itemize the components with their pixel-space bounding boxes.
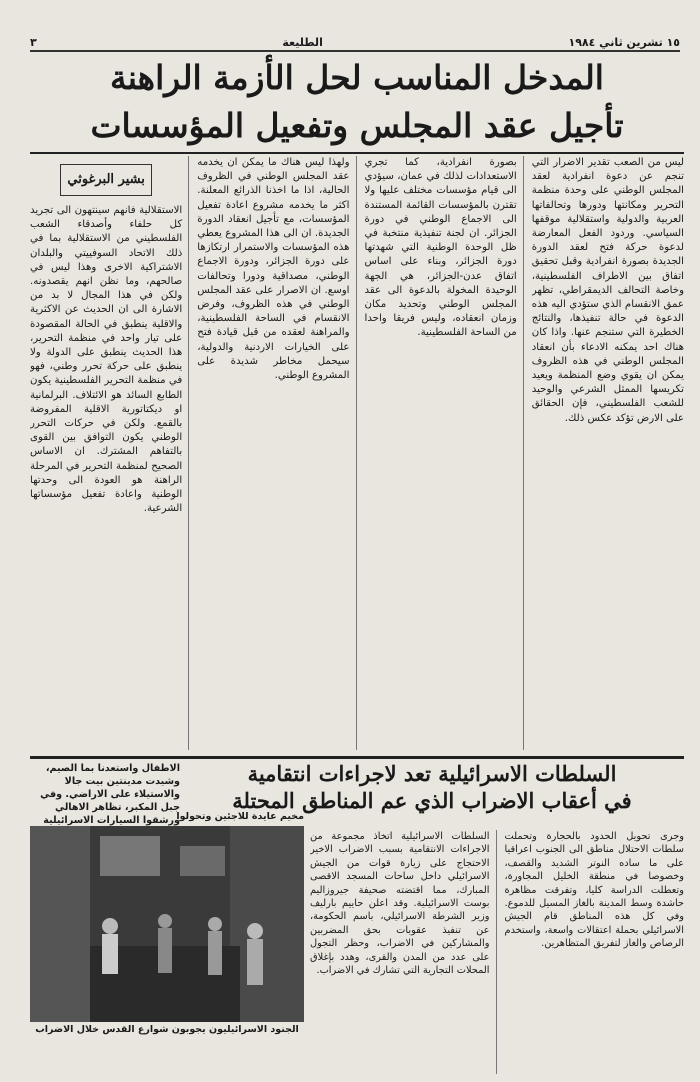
author-byline: بشير البرغوثي — [60, 164, 152, 196]
article2-headline-line1: السلطات الاسرائيلية تعد لاجراءات انتقامية — [247, 761, 617, 786]
article2-body — [310, 830, 684, 1074]
page-number: ٣ — [30, 35, 37, 49]
running-head — [30, 34, 680, 52]
section-name: الطليعة — [282, 35, 323, 49]
sidebox-text: الاطفال واستعدنا بما الصيم، وشيدت مدينتين بيت جالا والاستيلاء على الاراضي. وفي جبل المكبر، تظاهر الاهالي ورشقوا السيارات الاسرائيلية — [40, 763, 180, 826]
article1-headline-line2: تأجيل عقد المجلس وتفعيل المؤسسات — [90, 106, 624, 145]
article1-headline-line1: المدخل المناسب لحل الأزمة الراهنة — [110, 58, 604, 97]
issue-date: ١٥ تشرين ثاني ١٩٨٤ — [568, 35, 680, 49]
article1-col1-text: ليس من الصعب تقدير الاضرار التي تنجم عن دعوة انفرادية لعقد المجلس الوطني على وحدة منظمة التحرير ومكانتها ودورها وتحالفاتها العربية والدولية واستقلالية موقفها السياسي. وردود الفعل المعارضة لدعوة حركة فتح لعقد الدورة الجديدة بصورة انفرادية وقبل تحقيق اتفاق بين الاطراف الفلسطينية، وخاصة التحالف الديمقراطي، تظهر عمق الانقسام الذي ستؤدي اليه هذه الدعوة في حالة تنفيذها، والنتائج الخطيرة التي ستنجم عنها. واذا كان هناك احد يمكنه الادعاء بأن انعقاد المجلس الوطني في هذه الظروف يمكن ان يقوي وضع المنظمة ويعيد تكريسها الممثل الشرعي والوحيد للشعب الفلسطيني، فإن الحقائق على الارض تؤكد عكس ذلك. — [531, 157, 684, 424]
article1-col3-text: ولهذا ليس هناك ما يمكن ان يخدمه عقد المجلس الوطني في الظروف الحالية، اذا ما اخذنا الذرائع المعلنة. اكثر ما يخدمه مشروع اعادة تفعيل المؤسسات، مع تأجيل انعقاد الدورة الجديدة. ان الى هذا المشروع يعطي هذه المؤسسات والاستمرار ارتكازها على دورة الجزائر، ودورة الاجماع الوطني، مصداقية ودورا وتحالفات اوسع. ان الاصرار على عقد المجلس الوطني في هذه الظروف، وفرض الانقسام في الساحة الفلسطينية، والمراهنة لعقده من قبل قيادة فتح على الخيارات الاردنية والدولية، سيحمل مخاطر شديدة على المشروع الوطني. — [197, 157, 350, 382]
article1-col4-text: الاستقلالية فانهم سينتهون الى تجريد كل حلفاء وأصدقاء الشعب الفلسطيني من الاستقلالية بما في ذلك الاتحاد السوفييتي والبلدان الاشتراكية الاخرى وهذا ليس في صالحهم، وما نظن انهم يقصدونه. ولكن في هذا المجال لا بد من الاشارة الى ان الحديث عن الاكثرية والاقلية ينطبق في الحالة المقصودة على تيار واحد في منظمة التحرير، هذا الحديث ينطبق على الدولة ولا ينطبق على حركة تحرر وطني، فهو في منظمة التحرير الفلسطينية يكون الطابع السائد هو الائتلاف. البرلمانية او ديكتاتورية الاقلية المفروضة بالقمع. ولكن في حركات التحرر الوطني يكون التوافق بين القوى بالتفاهم المشترك. ان الاساس الصحيح لمنظمة التحرير في المرحلة الراهنة هو العودة الى وحدتها الوطنية واعادة تفعيل مؤسساتها الشرعية. — [30, 205, 183, 515]
article2-col1-text: وجرى تحويل الحدود بالحجارة وتحملت سلطات الاحتلال مناطق الى الجنوب اعراقيا على ما ساده النوتر الشديد والقصف، وخصوصا في منطقة الخليل المجاورة، وتعطلت الدراسة كليا، وتفرقت مظاهرة حاشدة وسط المدينة بالغاز المسيل للدموع. وفي كل هذه المناطق قام الجيش الاسرائيلي بحملة اعتقالات واسعة، واستخدم الرصاص والغاز لتفريق المتظاهرين. — [504, 831, 684, 950]
article2-column-2 — [310, 830, 497, 1074]
article1-column-4 — [30, 156, 189, 750]
article1-column-3 — [197, 156, 356, 750]
headline-divider — [30, 152, 684, 154]
street-photo — [30, 826, 304, 1022]
article2-headline-line2: في أعقاب الاضراب الذي عم المناطق المحتلة — [232, 788, 632, 813]
article2-headline — [180, 760, 684, 814]
street-scene-image — [30, 826, 304, 1022]
article-divider — [30, 756, 684, 759]
photo-top-caption: مخيم عايدة للاجئين وتحولوا — [176, 811, 304, 822]
article2-column-1 — [505, 830, 685, 1074]
article1-column-2 — [365, 156, 524, 750]
article2-col2-text: السلطات الاسرائيلية اتخاذ مجموعة من الاجراءات الانتقامية بسبب الاضراب الاخير الاحتجاج على زيارة قوات من الجيش الاسرائيلي داخل ساحات المسجد الاقصى المبارك، مما اقتضته صحيفة جيروزاليم بوست الاسرائيلية. وقد اعلن حاييم بارليف وزير الشرطة الاسرائيلي، باسم الحكومة، عن تنفيذ عقوبات بحق المضربين والمشاركين في الاضراب، وحظر التجول على عدد من المدن والقرى، وهدد بإغلاق المحلات التجارية التي تشارك في الاضراب. — [310, 831, 490, 977]
article1-column-1 — [532, 156, 684, 750]
photo-caption: الجنود الاسرائيليون يجوبون شوارع القدس خلال الاضراب — [35, 1024, 299, 1035]
article1-col2-text: بصورة انفرادية، كما تجري الاستعدادات لذلك في عمان، سيؤدي الى قيام مؤسسات مختلف عليها ولا تقترن بالمؤسسات القائمة المستندة الى الاجماع الوطني في دورة الجزائر. ان لجنة تنفيذية منتخبة في ظل الوحدة الوطنية التي شهدتها دورة الجزائر، وبناء على اساس اتفاق عدن-الجزائر، هي الجهة الوحيدة المخولة بالدعوة الى عقد المجلس الوطني وتحديد مكان وزمان انعقاده، وليس فريقا واحدا من الساحة الفلسطينية. — [364, 157, 517, 339]
article1-body — [30, 156, 684, 750]
